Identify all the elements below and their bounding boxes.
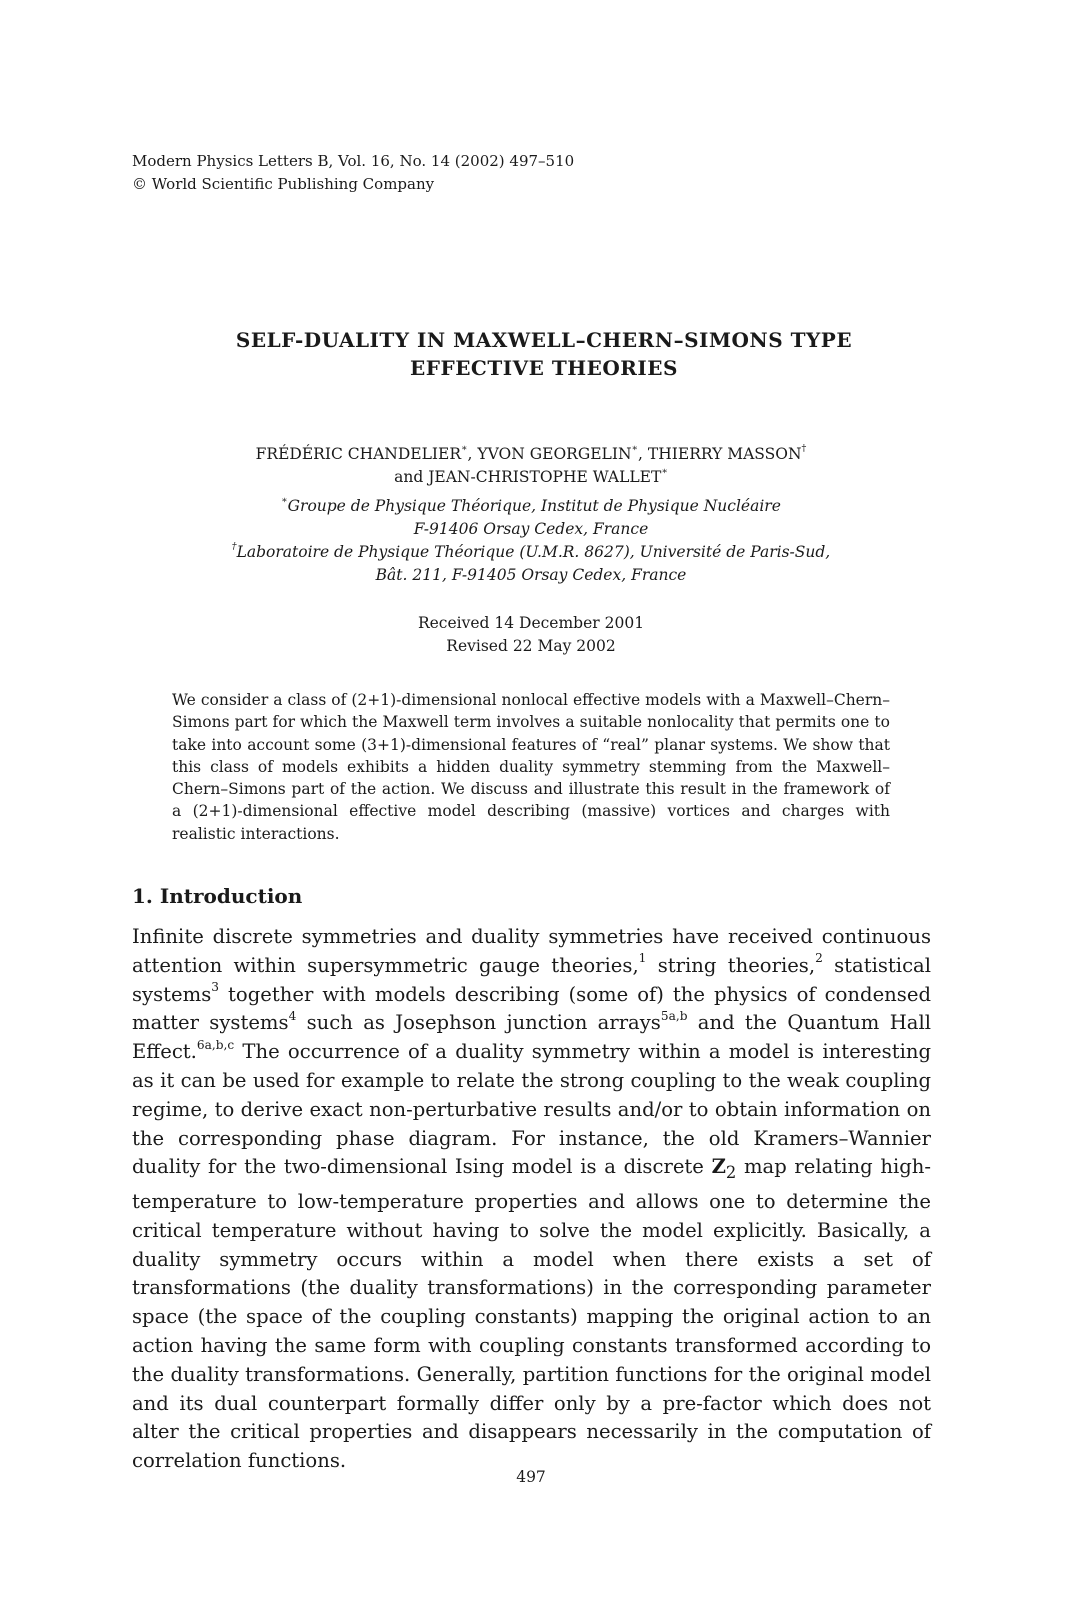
citation-ref: 5a,b bbox=[660, 1009, 688, 1024]
citation-ref: 6a,b,c bbox=[196, 1037, 235, 1052]
section-heading bbox=[132, 883, 302, 909]
abstract: We consider a class of (2+1)-dimensional nonlocal effective models with a Maxwell–Chern–Simons part for which the Maxwell term involves a suitable nonlocality that permits one to take into account some (3+1)-dimensional features of “real” planar systems. We show that this class of models exhibits a hidden duality symmetry stemming from the Maxwell–Chern–Simons part of the action. We discuss and illustrate this result in the framework of a (2+1)-dimensional effective model describing (massive) vortices and charges with realistic interactions. bbox=[172, 691, 890, 843]
author-mark: ∗ bbox=[631, 443, 639, 455]
submission-dates bbox=[0, 612, 1062, 658]
z-subscript: 2 bbox=[725, 1163, 737, 1183]
revised-date: Revised 22 May 2002 bbox=[446, 637, 616, 655]
affiliation-mark: † bbox=[231, 541, 237, 553]
intro-text: and the Quantum Hall Effect. bbox=[132, 1011, 931, 1064]
intro-text: map relating high-temperature to low-temperature properties and allows one to determine the critical temperature without having to solve the model explicitly. Basically, a duality symmetry occurs within a model when there exists a set of transformations (the duality transformations) in the corresponding parameter space (the space of the coupling constants) mapping the original action to an action having the same form with coupling constants transformed according to the duality transformations. Generally, partition functions for the original model and its dual counterpart formally differ only by a pre-factor which does not alter the critical properties and disappears necessarily in the computation of correlation functions. bbox=[132, 1155, 931, 1473]
intro-text: statistical systems bbox=[132, 953, 931, 1006]
affiliation-2-line-2: Bât. 211, F-91405 Orsay Cedex, France bbox=[375, 566, 687, 584]
citation-ref: 2 bbox=[815, 951, 823, 966]
and-word: and bbox=[394, 468, 424, 486]
page-number: 497 bbox=[516, 1468, 546, 1486]
affiliation-1-line-1: Groupe de Physique Théorique, Institut de Physique Nucléaire bbox=[287, 497, 781, 515]
z-symbol: Z bbox=[711, 1155, 726, 1179]
journal-citation: Modern Physics Letters B, Vol. 16, No. 14 (2002) 497–510 bbox=[132, 152, 575, 170]
intro-text: string theories, bbox=[646, 953, 816, 977]
citation-ref: 3 bbox=[211, 980, 220, 995]
copyright-line: © World Scientific Publishing Company bbox=[132, 175, 435, 193]
journal-header bbox=[132, 150, 574, 196]
author-mark: ∗ bbox=[661, 466, 668, 478]
author-list: FRÉDÉRIC CHANDELIER∗, YVON GEORGELIN∗, THIERRY MASSON† and JEAN-CHRISTOPHE WALLET∗ bbox=[255, 443, 807, 486]
affiliation-1-line-2: F-91406 Orsay Cedex, France bbox=[413, 520, 649, 538]
affiliation-2-line-1: Laboratoire de Physique Théorique (U.M.R. 8627), Université de Paris-Sud, bbox=[236, 543, 831, 561]
intro-text: such as Josephson junction arrays bbox=[296, 1011, 661, 1035]
intro-paragraph bbox=[132, 923, 931, 1476]
intro-text: together with models describing (some of) the physics of condensed matter systems bbox=[132, 982, 931, 1035]
received-date: Received 14 December 2001 bbox=[417, 614, 645, 632]
intro-text: Infinite discrete symmetries and duality symmetries have received continuous attention within supersymmetric gauge theories, bbox=[132, 925, 931, 977]
affiliations bbox=[0, 495, 1062, 587]
section-number: 1. bbox=[132, 884, 153, 908]
citation-ref: 4 bbox=[288, 1009, 297, 1024]
author-name: YVON GEORGELIN bbox=[477, 445, 632, 463]
paper-title bbox=[0, 326, 1088, 382]
author-mark: ∗ bbox=[461, 443, 468, 455]
author-name: FRÉDÉRIC CHANDELIER bbox=[255, 445, 462, 463]
author-name: JEAN-CHRISTOPHE WALLET bbox=[428, 468, 662, 486]
title-line-2: EFFECTIVE THEORIES bbox=[410, 356, 678, 380]
affiliation-mark: ∗ bbox=[281, 495, 288, 507]
author-mark: † bbox=[801, 443, 807, 455]
author-name: THIERRY MASSON bbox=[647, 445, 802, 463]
section-title: Introduction bbox=[159, 884, 303, 908]
intro-text: The occurrence of a duality symmetry within a model is interesting as it can be used for example to relate the strong coupling to the weak coupling regime, to derive exact non-perturbative results and/or to obtain information on the corresponding phase diagram. For instance, the old Kramers–Wannier duality for the two-dimensional Ising model is a discrete bbox=[132, 1040, 931, 1179]
title-line-1: SELF-DUALITY IN MAXWELL–CHERN–SIMONS TYPE bbox=[235, 328, 853, 352]
citation-ref: 1 bbox=[638, 951, 647, 966]
